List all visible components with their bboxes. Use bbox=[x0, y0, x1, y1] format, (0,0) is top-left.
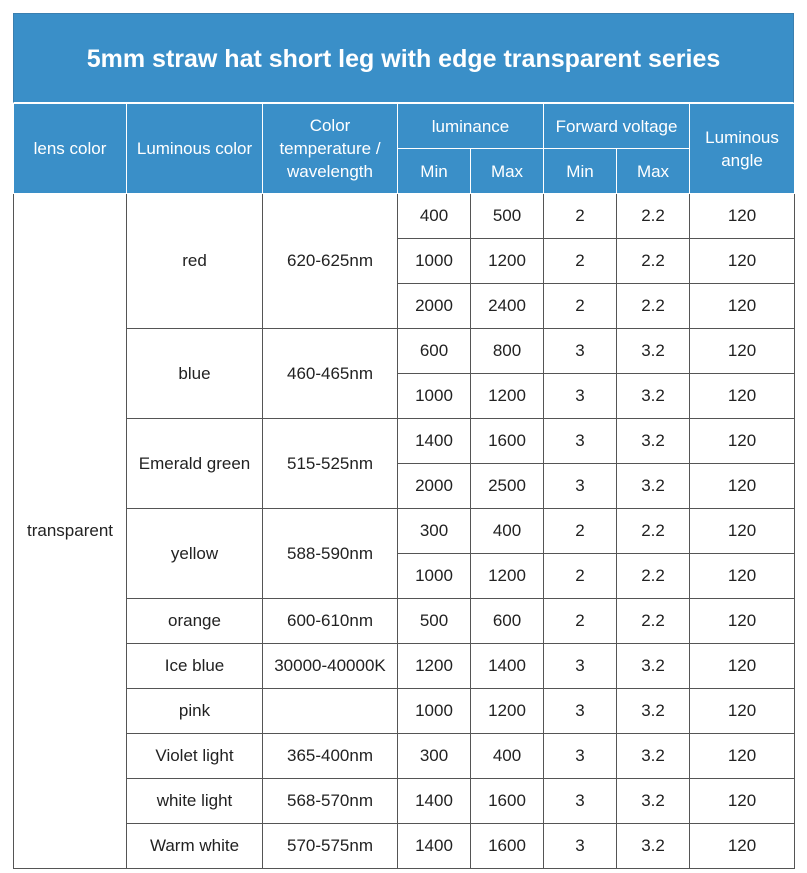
header-luminous-color: Luminous color bbox=[127, 104, 263, 194]
voltage-min-cell: 3 bbox=[544, 644, 617, 689]
table-body bbox=[14, 194, 795, 869]
luminance-max-cell: 1200 bbox=[471, 554, 544, 599]
luminance-min-cell: 1200 bbox=[398, 644, 471, 689]
voltage-min-cell: 3 bbox=[544, 734, 617, 779]
table-row bbox=[14, 194, 795, 239]
luminous-angle-cell: 120 bbox=[690, 824, 795, 869]
luminous-angle-cell: 120 bbox=[690, 644, 795, 689]
voltage-min-cell: 3 bbox=[544, 824, 617, 869]
luminance-max-cell: 400 bbox=[471, 509, 544, 554]
header-forward-voltage: Forward voltage bbox=[544, 104, 690, 149]
luminous-angle-cell: 120 bbox=[690, 239, 795, 284]
voltage-max-cell: 2.2 bbox=[617, 554, 690, 599]
voltage-min-cell: 2 bbox=[544, 239, 617, 284]
color-temperature-cell: 30000-40000K bbox=[263, 644, 398, 689]
voltage-max-cell: 3.2 bbox=[617, 689, 690, 734]
luminous-angle-cell: 120 bbox=[690, 419, 795, 464]
table-row bbox=[14, 329, 795, 374]
luminance-max-cell: 1400 bbox=[471, 644, 544, 689]
luminous-color-cell: Emerald green bbox=[127, 419, 263, 509]
luminous-angle-cell: 120 bbox=[690, 194, 795, 239]
luminous-angle-cell: 120 bbox=[690, 464, 795, 509]
table-row bbox=[14, 689, 795, 734]
voltage-max-cell: 2.2 bbox=[617, 239, 690, 284]
voltage-min-cell: 2 bbox=[544, 284, 617, 329]
voltage-max-cell: 2.2 bbox=[617, 599, 690, 644]
color-temperature-cell bbox=[263, 689, 398, 734]
table-row bbox=[14, 644, 795, 689]
luminance-max-cell: 500 bbox=[471, 194, 544, 239]
color-temperature-cell: 600-610nm bbox=[263, 599, 398, 644]
voltage-max-cell: 2.2 bbox=[617, 509, 690, 554]
color-temperature-cell: 570-575nm bbox=[263, 824, 398, 869]
luminous-angle-cell: 120 bbox=[690, 599, 795, 644]
luminous-color-cell: pink bbox=[127, 689, 263, 734]
luminous-color-cell: yellow bbox=[127, 509, 263, 599]
voltage-min-cell: 2 bbox=[544, 509, 617, 554]
lens-color-cell: transparent bbox=[14, 194, 127, 869]
luminance-min-cell: 500 bbox=[398, 599, 471, 644]
luminance-max-cell: 800 bbox=[471, 329, 544, 374]
voltage-max-cell: 3.2 bbox=[617, 374, 690, 419]
luminance-min-cell: 1000 bbox=[398, 239, 471, 284]
voltage-min-cell: 3 bbox=[544, 464, 617, 509]
table-row bbox=[14, 779, 795, 824]
header-luminance-min: Min bbox=[398, 149, 471, 194]
luminance-max-cell: 1600 bbox=[471, 419, 544, 464]
color-temperature-cell: 588-590nm bbox=[263, 509, 398, 599]
luminous-color-cell: white light bbox=[127, 779, 263, 824]
voltage-max-cell: 3.2 bbox=[617, 644, 690, 689]
luminance-max-cell: 1200 bbox=[471, 239, 544, 284]
spec-table bbox=[13, 103, 795, 869]
header-luminance-max: Max bbox=[471, 149, 544, 194]
voltage-min-cell: 2 bbox=[544, 194, 617, 239]
voltage-max-cell: 2.2 bbox=[617, 284, 690, 329]
voltage-min-cell: 3 bbox=[544, 779, 617, 824]
luminous-angle-cell: 120 bbox=[690, 554, 795, 599]
table-row bbox=[14, 509, 795, 554]
header-voltage-max: Max bbox=[617, 149, 690, 194]
luminance-min-cell: 1000 bbox=[398, 374, 471, 419]
luminance-min-cell: 1400 bbox=[398, 419, 471, 464]
luminance-min-cell: 600 bbox=[398, 329, 471, 374]
header-color-temperature: Color temperature / wavelength bbox=[263, 104, 398, 194]
spec-table-container bbox=[13, 13, 794, 869]
voltage-max-cell: 3.2 bbox=[617, 464, 690, 509]
luminance-max-cell: 400 bbox=[471, 734, 544, 779]
luminous-angle-cell: 120 bbox=[690, 509, 795, 554]
color-temperature-cell: 568-570nm bbox=[263, 779, 398, 824]
luminance-min-cell: 300 bbox=[398, 509, 471, 554]
luminous-angle-cell: 120 bbox=[690, 734, 795, 779]
table-row bbox=[14, 599, 795, 644]
luminous-angle-cell: 120 bbox=[690, 779, 795, 824]
luminous-color-cell: Violet light bbox=[127, 734, 263, 779]
color-temperature-cell: 620-625nm bbox=[263, 194, 398, 329]
luminance-min-cell: 1000 bbox=[398, 554, 471, 599]
luminous-color-cell: orange bbox=[127, 599, 263, 644]
luminance-min-cell: 1400 bbox=[398, 779, 471, 824]
voltage-max-cell: 3.2 bbox=[617, 734, 690, 779]
luminous-angle-cell: 120 bbox=[690, 689, 795, 734]
header-lens-color: lens color bbox=[14, 104, 127, 194]
color-temperature-cell: 460-465nm bbox=[263, 329, 398, 419]
voltage-min-cell: 3 bbox=[544, 374, 617, 419]
luminance-max-cell: 1200 bbox=[471, 689, 544, 734]
voltage-max-cell: 3.2 bbox=[617, 779, 690, 824]
table-row bbox=[14, 419, 795, 464]
luminance-min-cell: 400 bbox=[398, 194, 471, 239]
luminance-min-cell: 2000 bbox=[398, 464, 471, 509]
voltage-min-cell: 3 bbox=[544, 419, 617, 464]
voltage-min-cell: 3 bbox=[544, 329, 617, 374]
voltage-min-cell: 3 bbox=[544, 689, 617, 734]
voltage-max-cell: 3.2 bbox=[617, 329, 690, 374]
table-title: 5mm straw hat short leg with edge transparent series bbox=[13, 13, 794, 103]
luminance-min-cell: 300 bbox=[398, 734, 471, 779]
luminance-min-cell: 2000 bbox=[398, 284, 471, 329]
table-row bbox=[14, 734, 795, 779]
header-luminance: luminance bbox=[398, 104, 544, 149]
luminous-angle-cell: 120 bbox=[690, 329, 795, 374]
luminous-color-cell: blue bbox=[127, 329, 263, 419]
luminance-min-cell: 1400 bbox=[398, 824, 471, 869]
voltage-max-cell: 3.2 bbox=[617, 419, 690, 464]
luminous-angle-cell: 120 bbox=[690, 374, 795, 419]
header-voltage-min: Min bbox=[544, 149, 617, 194]
luminance-max-cell: 1200 bbox=[471, 374, 544, 419]
luminance-min-cell: 1000 bbox=[398, 689, 471, 734]
luminous-color-cell: red bbox=[127, 194, 263, 329]
luminance-max-cell: 2500 bbox=[471, 464, 544, 509]
table-row bbox=[14, 824, 795, 869]
luminance-max-cell: 600 bbox=[471, 599, 544, 644]
voltage-min-cell: 2 bbox=[544, 599, 617, 644]
voltage-max-cell: 3.2 bbox=[617, 824, 690, 869]
luminance-max-cell: 2400 bbox=[471, 284, 544, 329]
color-temperature-cell: 365-400nm bbox=[263, 734, 398, 779]
header-luminous-angle: Luminous angle bbox=[690, 104, 795, 194]
voltage-min-cell: 2 bbox=[544, 554, 617, 599]
luminance-max-cell: 1600 bbox=[471, 779, 544, 824]
luminous-angle-cell: 120 bbox=[690, 284, 795, 329]
voltage-max-cell: 2.2 bbox=[617, 194, 690, 239]
luminance-max-cell: 1600 bbox=[471, 824, 544, 869]
luminous-color-cell: Warm white bbox=[127, 824, 263, 869]
luminous-color-cell: Ice blue bbox=[127, 644, 263, 689]
color-temperature-cell: 515-525nm bbox=[263, 419, 398, 509]
